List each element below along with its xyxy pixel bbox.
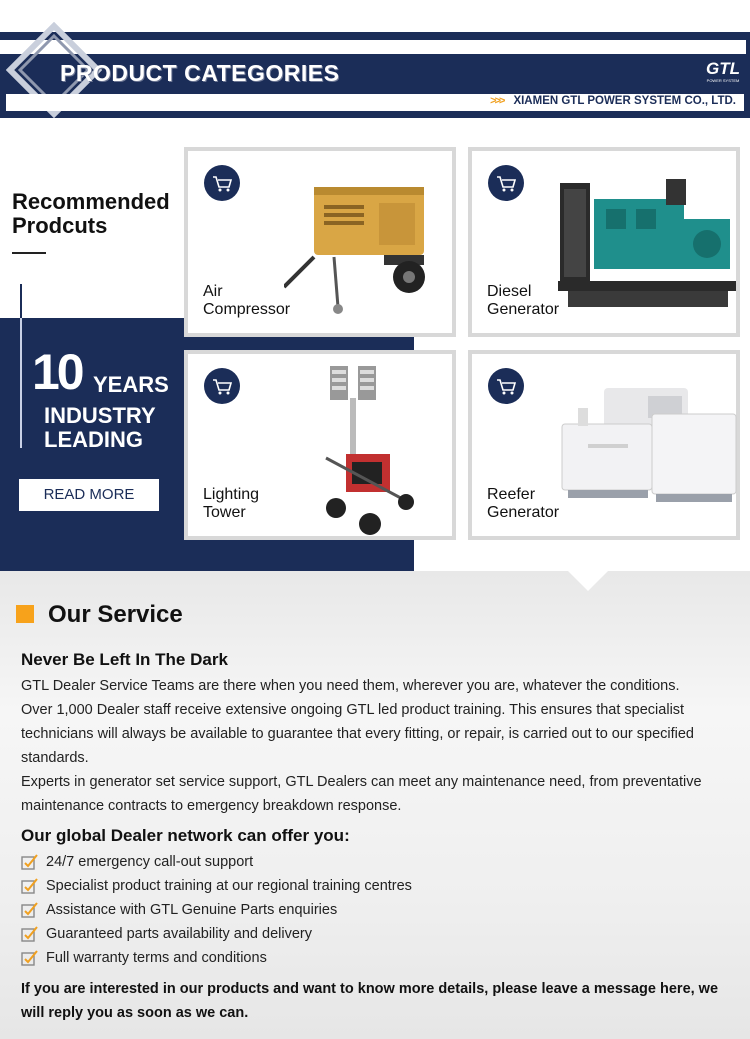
read-more-button[interactable]: READ MORE bbox=[19, 479, 159, 511]
service-paragraph-2: Over 1,000 Dealer staff receive extensive ongoing GTL led product training. This ensures that specialist technicians will always be available to guarantee that every fitting, or repair, is carried out to our specified standards. bbox=[21, 702, 694, 766]
product-card-diesel-generator[interactable] bbox=[468, 147, 740, 337]
years-word: YEARS bbox=[93, 372, 169, 397]
product-label[interactable] bbox=[487, 486, 607, 522]
logo-subtext: POWER SYSTEM bbox=[706, 78, 740, 83]
product-card-lighting-tower[interactable] bbox=[184, 350, 456, 540]
service-paragraph-1: GTL Dealer Service Teams are there when you need them, wherever you are, whatever the conditions. bbox=[21, 678, 680, 694]
page-title: PRODUCT CATEGORIES bbox=[60, 60, 340, 86]
company-line bbox=[490, 95, 736, 107]
list-item bbox=[21, 922, 412, 946]
service-paragraph-3: Experts in generator set service support, GTL Dealers can meet any maintenance need, from preventative maintenance contracts to emergency breakdown response. bbox=[21, 774, 702, 814]
product-label[interactable] bbox=[203, 486, 323, 522]
banner-top-strip bbox=[0, 40, 746, 54]
years-number: 10 bbox=[32, 344, 82, 400]
product-card-air-compressor[interactable] bbox=[184, 147, 456, 337]
company-name: XIAMEN GTL POWER SYSTEM CO., LTD. bbox=[513, 95, 736, 107]
checkbox-icon bbox=[21, 901, 39, 919]
product-label[interactable] bbox=[487, 283, 607, 319]
cart-icon[interactable] bbox=[204, 165, 240, 201]
section-marker-icon bbox=[16, 605, 34, 623]
cart-icon[interactable] bbox=[204, 368, 240, 404]
recommended-title bbox=[12, 190, 182, 238]
promo-line-leading: LEADING bbox=[44, 427, 143, 452]
lighting-tower-image bbox=[316, 362, 420, 538]
checkbox-icon bbox=[21, 949, 39, 967]
product-label-line1[interactable]: Reefer bbox=[487, 486, 536, 503]
recommended-title-line1: Recommended bbox=[12, 189, 170, 214]
list-item bbox=[21, 898, 412, 922]
closing-message: If you are interested in our products and want to know more details, please leave a message here, we will reply you as soon as we can. bbox=[21, 981, 719, 1021]
product-label-line2[interactable]: Tower bbox=[203, 504, 246, 521]
checkbox-icon bbox=[21, 853, 39, 871]
list-item bbox=[21, 874, 412, 898]
list-item bbox=[21, 850, 412, 874]
product-label-line1[interactable]: Diesel bbox=[487, 283, 532, 300]
logo-text: GTL bbox=[706, 59, 740, 78]
product-label-line2[interactable]: Compressor bbox=[203, 301, 291, 318]
cart-icon[interactable] bbox=[488, 165, 524, 201]
chevrons-icon: >>> bbox=[490, 95, 504, 107]
offer-text: Full warranty terms and conditions bbox=[46, 950, 267, 966]
checkbox-icon bbox=[21, 877, 39, 895]
product-label-line1[interactable]: Lighting bbox=[203, 486, 260, 503]
product-card-reefer-generator[interactable] bbox=[468, 350, 740, 540]
product-label-line1[interactable]: Air bbox=[203, 283, 223, 300]
offer-text: Assistance with GTL Genuine Parts enquiries bbox=[46, 902, 338, 918]
gtl-logo bbox=[702, 60, 744, 92]
recommended-title-line2: Prodcuts bbox=[12, 213, 108, 238]
section-notch bbox=[568, 571, 608, 591]
offer-text: 24/7 emergency call-out support bbox=[46, 854, 254, 870]
product-label-line2[interactable]: Generator bbox=[487, 504, 560, 521]
promo-divider-light bbox=[20, 318, 22, 448]
list-item bbox=[21, 946, 412, 970]
offer-heading: Our global Dealer network can offer you: bbox=[21, 826, 350, 845]
service-subheading: Never Be Left In The Dark bbox=[21, 650, 228, 669]
offer-text: Guaranteed parts availability and delivery bbox=[46, 926, 312, 942]
product-label-line2[interactable]: Generator bbox=[487, 301, 560, 318]
product-label[interactable] bbox=[203, 283, 323, 319]
cart-icon[interactable] bbox=[488, 368, 524, 404]
offer-list bbox=[21, 850, 412, 970]
service-title: Our Service bbox=[48, 601, 183, 628]
title-underline bbox=[12, 252, 46, 254]
checkbox-icon bbox=[21, 925, 39, 943]
promo-line-industry: INDUSTRY bbox=[44, 403, 156, 428]
offer-text: Specialist product training at our regional training centres bbox=[46, 878, 412, 894]
